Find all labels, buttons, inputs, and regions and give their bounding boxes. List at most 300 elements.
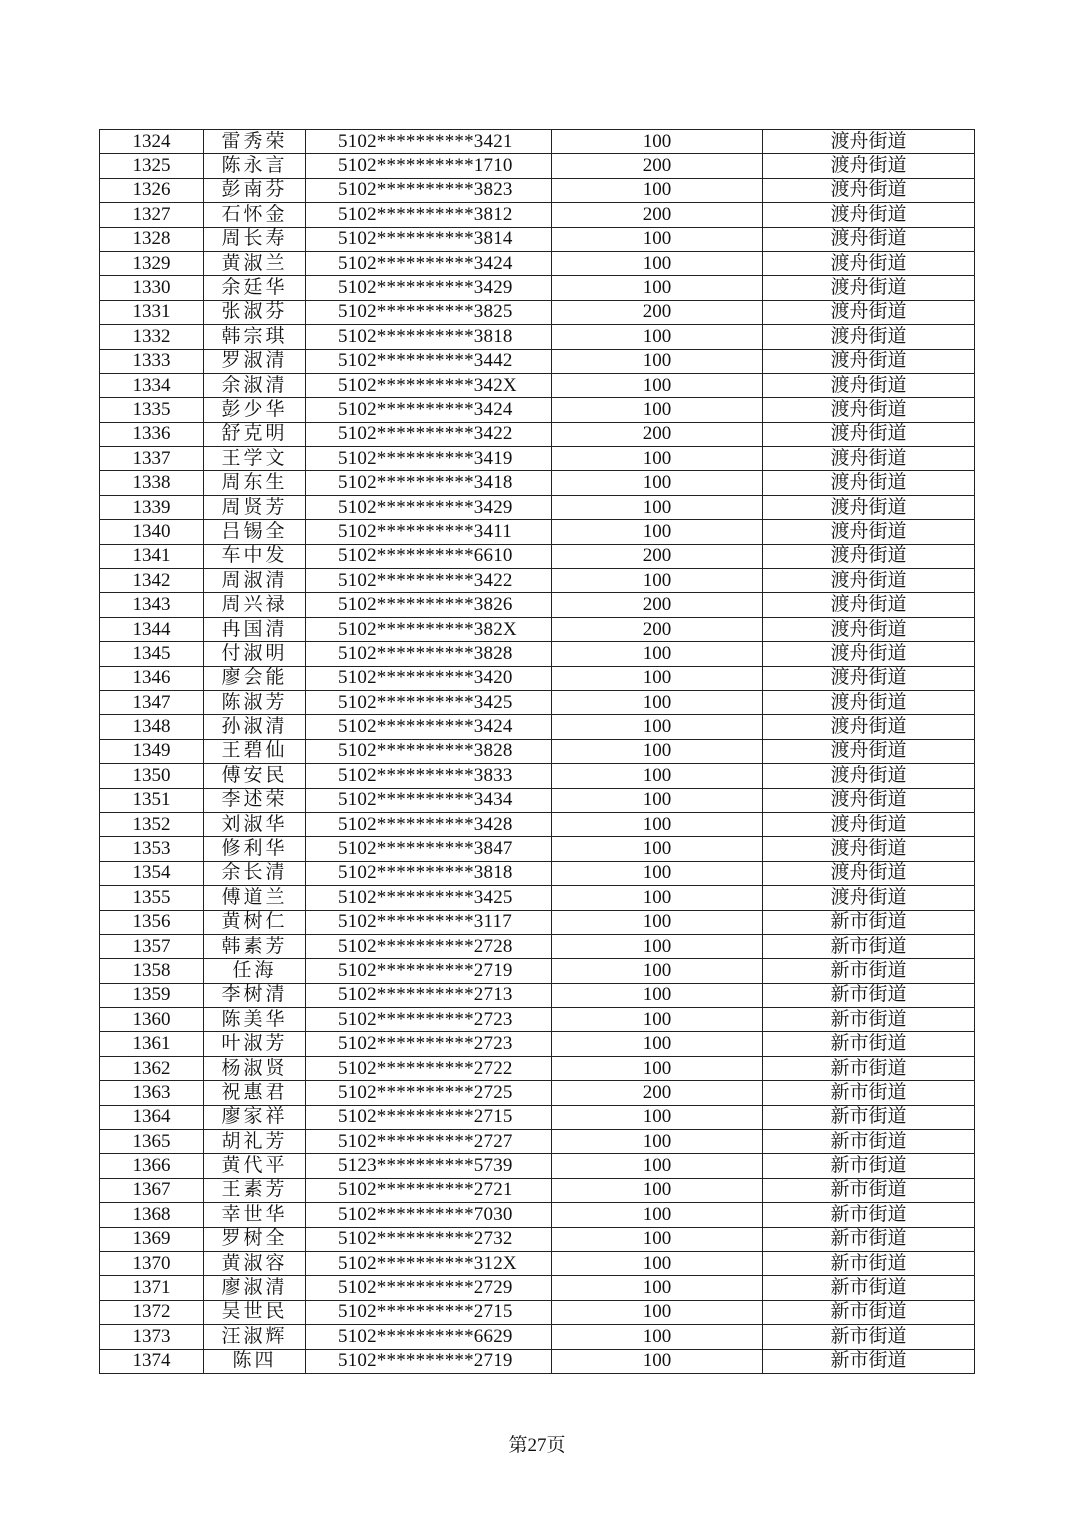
row-number-cell: 1345 bbox=[100, 642, 204, 666]
id-number-cell: 5102**********3411 bbox=[306, 520, 552, 544]
table-row bbox=[100, 812, 975, 836]
amount-cell: 100 bbox=[552, 398, 763, 422]
street-cell: 渡舟街道 bbox=[763, 398, 975, 422]
row-number-cell: 1348 bbox=[100, 715, 204, 739]
street-cell: 渡舟街道 bbox=[763, 154, 975, 178]
id-number-cell: 5102**********6610 bbox=[306, 544, 552, 568]
street-cell: 渡舟街道 bbox=[763, 642, 975, 666]
name-cell: 叶淑芳 bbox=[204, 1032, 306, 1056]
row-number-cell: 1325 bbox=[100, 154, 204, 178]
id-number-cell: 5102**********2723 bbox=[306, 1008, 552, 1032]
id-number-cell: 5123**********5739 bbox=[306, 1154, 552, 1178]
table-row bbox=[100, 1178, 975, 1202]
name-cell: 周长寿 bbox=[204, 227, 306, 251]
amount-cell: 100 bbox=[552, 1105, 763, 1129]
amount-cell: 100 bbox=[552, 1300, 763, 1324]
id-number-cell: 5102**********3828 bbox=[306, 642, 552, 666]
id-number-cell: 5102**********3419 bbox=[306, 447, 552, 471]
amount-cell: 100 bbox=[552, 520, 763, 544]
row-number-cell: 1363 bbox=[100, 1081, 204, 1105]
table-row bbox=[100, 1105, 975, 1129]
table-row bbox=[100, 788, 975, 812]
row-number-cell: 1335 bbox=[100, 398, 204, 422]
id-number-cell: 5102**********3424 bbox=[306, 251, 552, 275]
id-number-cell: 5102**********3434 bbox=[306, 788, 552, 812]
row-number-cell: 1330 bbox=[100, 276, 204, 300]
street-cell: 新市街道 bbox=[763, 1325, 975, 1349]
street-cell: 渡舟街道 bbox=[763, 325, 975, 349]
name-cell: 韩宗琪 bbox=[204, 325, 306, 349]
amount-cell: 200 bbox=[552, 617, 763, 641]
name-cell: 吴世民 bbox=[204, 1300, 306, 1324]
amount-cell: 100 bbox=[552, 934, 763, 958]
amount-cell: 100 bbox=[552, 642, 763, 666]
amount-cell: 200 bbox=[552, 422, 763, 446]
id-number-cell: 5102**********2722 bbox=[306, 1056, 552, 1080]
name-cell: 罗树全 bbox=[204, 1227, 306, 1251]
name-cell: 张淑芬 bbox=[204, 300, 306, 324]
data-table bbox=[99, 129, 975, 1374]
id-number-cell: 5102**********3420 bbox=[306, 666, 552, 690]
street-cell: 新市街道 bbox=[763, 1081, 975, 1105]
street-cell: 新市街道 bbox=[763, 1056, 975, 1080]
table-row bbox=[100, 1056, 975, 1080]
table-row bbox=[100, 447, 975, 471]
amount-cell: 100 bbox=[552, 130, 763, 154]
table-row bbox=[100, 544, 975, 568]
table-row bbox=[100, 617, 975, 641]
id-number-cell: 5102**********3425 bbox=[306, 690, 552, 714]
amount-cell: 100 bbox=[552, 959, 763, 983]
table-row bbox=[100, 203, 975, 227]
street-cell: 渡舟街道 bbox=[763, 276, 975, 300]
row-number-cell: 1373 bbox=[100, 1325, 204, 1349]
amount-cell: 100 bbox=[552, 690, 763, 714]
row-number-cell: 1374 bbox=[100, 1349, 204, 1373]
table-row bbox=[100, 130, 975, 154]
street-cell: 渡舟街道 bbox=[763, 251, 975, 275]
name-cell: 罗淑清 bbox=[204, 349, 306, 373]
id-number-cell: 5102**********2732 bbox=[306, 1227, 552, 1251]
id-number-cell: 5102**********342X bbox=[306, 373, 552, 397]
street-cell: 渡舟街道 bbox=[763, 203, 975, 227]
row-number-cell: 1333 bbox=[100, 349, 204, 373]
id-number-cell: 5102**********7030 bbox=[306, 1203, 552, 1227]
id-number-cell: 5102**********2729 bbox=[306, 1276, 552, 1300]
street-cell: 新市街道 bbox=[763, 1105, 975, 1129]
row-number-cell: 1342 bbox=[100, 569, 204, 593]
street-cell: 新市街道 bbox=[763, 1130, 975, 1154]
table-row bbox=[100, 690, 975, 714]
id-number-cell: 5102**********3825 bbox=[306, 300, 552, 324]
street-cell: 渡舟街道 bbox=[763, 690, 975, 714]
id-number-cell: 5102**********2719 bbox=[306, 1349, 552, 1373]
table-row bbox=[100, 1349, 975, 1373]
amount-cell: 100 bbox=[552, 495, 763, 519]
street-cell: 新市街道 bbox=[763, 1276, 975, 1300]
amount-cell: 100 bbox=[552, 1203, 763, 1227]
name-cell: 周淑清 bbox=[204, 569, 306, 593]
amount-cell: 200 bbox=[552, 544, 763, 568]
name-cell: 陈美华 bbox=[204, 1008, 306, 1032]
amount-cell: 100 bbox=[552, 251, 763, 275]
table-row bbox=[100, 764, 975, 788]
table-row bbox=[100, 1325, 975, 1349]
row-number-cell: 1328 bbox=[100, 227, 204, 251]
id-number-cell: 5102**********3429 bbox=[306, 495, 552, 519]
street-cell: 渡舟街道 bbox=[763, 593, 975, 617]
name-cell: 韩素芳 bbox=[204, 934, 306, 958]
name-cell: 陈永言 bbox=[204, 154, 306, 178]
street-cell: 渡舟街道 bbox=[763, 349, 975, 373]
id-number-cell: 5102**********1710 bbox=[306, 154, 552, 178]
row-number-cell: 1336 bbox=[100, 422, 204, 446]
street-cell: 渡舟街道 bbox=[763, 227, 975, 251]
amount-cell: 100 bbox=[552, 715, 763, 739]
row-number-cell: 1334 bbox=[100, 373, 204, 397]
table-row bbox=[100, 471, 975, 495]
row-number-cell: 1343 bbox=[100, 593, 204, 617]
amount-cell: 200 bbox=[552, 203, 763, 227]
table-row bbox=[100, 861, 975, 885]
street-cell: 渡舟街道 bbox=[763, 788, 975, 812]
amount-cell: 200 bbox=[552, 300, 763, 324]
id-number-cell: 5102**********3833 bbox=[306, 764, 552, 788]
street-cell: 渡舟街道 bbox=[763, 544, 975, 568]
street-cell: 新市街道 bbox=[763, 1349, 975, 1373]
table-row bbox=[100, 934, 975, 958]
table-row bbox=[100, 1032, 975, 1056]
table-row bbox=[100, 1203, 975, 1227]
id-number-cell: 5102**********3814 bbox=[306, 227, 552, 251]
id-number-cell: 5102**********3424 bbox=[306, 398, 552, 422]
street-cell: 新市街道 bbox=[763, 1178, 975, 1202]
street-cell: 渡舟街道 bbox=[763, 178, 975, 202]
name-cell: 王学文 bbox=[204, 447, 306, 471]
name-cell: 彭南芬 bbox=[204, 178, 306, 202]
street-cell: 渡舟街道 bbox=[763, 495, 975, 519]
name-cell: 周贤芳 bbox=[204, 495, 306, 519]
id-number-cell: 5102**********2713 bbox=[306, 983, 552, 1007]
name-cell: 陈淑芳 bbox=[204, 690, 306, 714]
id-number-cell: 5102**********3117 bbox=[306, 910, 552, 934]
name-cell: 任海 bbox=[204, 959, 306, 983]
row-number-cell: 1371 bbox=[100, 1276, 204, 1300]
id-number-cell: 5102**********3828 bbox=[306, 739, 552, 763]
row-number-cell: 1359 bbox=[100, 983, 204, 1007]
name-cell: 廖会能 bbox=[204, 666, 306, 690]
amount-cell: 100 bbox=[552, 837, 763, 861]
street-cell: 新市街道 bbox=[763, 959, 975, 983]
id-number-cell: 5102**********3818 bbox=[306, 861, 552, 885]
row-number-cell: 1326 bbox=[100, 178, 204, 202]
name-cell: 傅道兰 bbox=[204, 886, 306, 910]
street-cell: 渡舟街道 bbox=[763, 812, 975, 836]
name-cell: 修利华 bbox=[204, 837, 306, 861]
row-number-cell: 1360 bbox=[100, 1008, 204, 1032]
row-number-cell: 1364 bbox=[100, 1105, 204, 1129]
row-number-cell: 1329 bbox=[100, 251, 204, 275]
table-row bbox=[100, 300, 975, 324]
name-cell: 李述荣 bbox=[204, 788, 306, 812]
table-row bbox=[100, 569, 975, 593]
table-row bbox=[100, 1008, 975, 1032]
amount-cell: 100 bbox=[552, 373, 763, 397]
amount-cell: 200 bbox=[552, 154, 763, 178]
amount-cell: 100 bbox=[552, 569, 763, 593]
amount-cell: 100 bbox=[552, 1178, 763, 1202]
row-number-cell: 1350 bbox=[100, 764, 204, 788]
name-cell: 车中发 bbox=[204, 544, 306, 568]
row-number-cell: 1355 bbox=[100, 886, 204, 910]
table-row bbox=[100, 959, 975, 983]
amount-cell: 200 bbox=[552, 593, 763, 617]
street-cell: 渡舟街道 bbox=[763, 520, 975, 544]
name-cell: 汪淑辉 bbox=[204, 1325, 306, 1349]
table-row bbox=[100, 1251, 975, 1275]
row-number-cell: 1324 bbox=[100, 130, 204, 154]
street-cell: 新市街道 bbox=[763, 1203, 975, 1227]
row-number-cell: 1346 bbox=[100, 666, 204, 690]
name-cell: 廖淑清 bbox=[204, 1276, 306, 1300]
street-cell: 渡舟街道 bbox=[763, 739, 975, 763]
name-cell: 石怀金 bbox=[204, 203, 306, 227]
id-number-cell: 5102**********3421 bbox=[306, 130, 552, 154]
street-cell: 渡舟街道 bbox=[763, 447, 975, 471]
row-number-cell: 1339 bbox=[100, 495, 204, 519]
street-cell: 新市街道 bbox=[763, 1032, 975, 1056]
id-number-cell: 5102**********3424 bbox=[306, 715, 552, 739]
table-row bbox=[100, 715, 975, 739]
row-number-cell: 1367 bbox=[100, 1178, 204, 1202]
name-cell: 彭少华 bbox=[204, 398, 306, 422]
street-cell: 新市街道 bbox=[763, 1251, 975, 1275]
street-cell: 渡舟街道 bbox=[763, 837, 975, 861]
id-number-cell: 5102**********3847 bbox=[306, 837, 552, 861]
amount-cell: 100 bbox=[552, 1276, 763, 1300]
amount-cell: 100 bbox=[552, 447, 763, 471]
id-number-cell: 5102**********3422 bbox=[306, 569, 552, 593]
street-cell: 渡舟街道 bbox=[763, 471, 975, 495]
id-number-cell: 5102**********3418 bbox=[306, 471, 552, 495]
name-cell: 周兴禄 bbox=[204, 593, 306, 617]
table-row bbox=[100, 422, 975, 446]
row-number-cell: 1337 bbox=[100, 447, 204, 471]
street-cell: 新市街道 bbox=[763, 1300, 975, 1324]
name-cell: 舒克明 bbox=[204, 422, 306, 446]
table-row bbox=[100, 837, 975, 861]
row-number-cell: 1368 bbox=[100, 1203, 204, 1227]
id-number-cell: 5102**********3818 bbox=[306, 325, 552, 349]
street-cell: 渡舟街道 bbox=[763, 861, 975, 885]
name-cell: 幸世华 bbox=[204, 1203, 306, 1227]
table-row bbox=[100, 227, 975, 251]
street-cell: 渡舟街道 bbox=[763, 764, 975, 788]
table-row bbox=[100, 886, 975, 910]
amount-cell: 100 bbox=[552, 861, 763, 885]
amount-cell: 100 bbox=[552, 666, 763, 690]
street-cell: 渡舟街道 bbox=[763, 373, 975, 397]
row-number-cell: 1362 bbox=[100, 1056, 204, 1080]
name-cell: 黄淑兰 bbox=[204, 251, 306, 275]
id-number-cell: 5102**********2721 bbox=[306, 1178, 552, 1202]
name-cell: 孙淑清 bbox=[204, 715, 306, 739]
name-cell: 余长清 bbox=[204, 861, 306, 885]
amount-cell: 100 bbox=[552, 1154, 763, 1178]
id-number-cell: 5102**********2728 bbox=[306, 934, 552, 958]
name-cell: 雷秀荣 bbox=[204, 130, 306, 154]
name-cell: 余廷华 bbox=[204, 276, 306, 300]
amount-cell: 100 bbox=[552, 1227, 763, 1251]
id-number-cell: 5102**********3425 bbox=[306, 886, 552, 910]
id-number-cell: 5102**********3812 bbox=[306, 203, 552, 227]
row-number-cell: 1356 bbox=[100, 910, 204, 934]
name-cell: 吕锡全 bbox=[204, 520, 306, 544]
amount-cell: 100 bbox=[552, 471, 763, 495]
id-number-cell: 5102**********2725 bbox=[306, 1081, 552, 1105]
table-row bbox=[100, 349, 975, 373]
name-cell: 廖家祥 bbox=[204, 1105, 306, 1129]
table-row bbox=[100, 520, 975, 544]
street-cell: 渡舟街道 bbox=[763, 422, 975, 446]
street-cell: 新市街道 bbox=[763, 983, 975, 1007]
table-row bbox=[100, 1300, 975, 1324]
row-number-cell: 1353 bbox=[100, 837, 204, 861]
id-number-cell: 5102**********3429 bbox=[306, 276, 552, 300]
amount-cell: 100 bbox=[552, 349, 763, 373]
name-cell: 李树清 bbox=[204, 983, 306, 1007]
table-row bbox=[100, 739, 975, 763]
row-number-cell: 1361 bbox=[100, 1032, 204, 1056]
amount-cell: 100 bbox=[552, 739, 763, 763]
table-row bbox=[100, 251, 975, 275]
row-number-cell: 1358 bbox=[100, 959, 204, 983]
name-cell: 胡礼芳 bbox=[204, 1130, 306, 1154]
row-number-cell: 1341 bbox=[100, 544, 204, 568]
row-number-cell: 1354 bbox=[100, 861, 204, 885]
row-number-cell: 1357 bbox=[100, 934, 204, 958]
table-row bbox=[100, 666, 975, 690]
name-cell: 杨淑贤 bbox=[204, 1056, 306, 1080]
row-number-cell: 1351 bbox=[100, 788, 204, 812]
name-cell: 黄树仁 bbox=[204, 910, 306, 934]
table-row bbox=[100, 495, 975, 519]
table-row bbox=[100, 276, 975, 300]
amount-cell: 100 bbox=[552, 1032, 763, 1056]
row-number-cell: 1370 bbox=[100, 1251, 204, 1275]
table-row bbox=[100, 983, 975, 1007]
amount-cell: 100 bbox=[552, 1130, 763, 1154]
row-number-cell: 1344 bbox=[100, 617, 204, 641]
amount-cell: 100 bbox=[552, 178, 763, 202]
page-number: 第27页 bbox=[508, 1435, 566, 1456]
row-number-cell: 1340 bbox=[100, 520, 204, 544]
street-cell: 渡舟街道 bbox=[763, 715, 975, 739]
name-cell: 余淑清 bbox=[204, 373, 306, 397]
name-cell: 付淑明 bbox=[204, 642, 306, 666]
row-number-cell: 1332 bbox=[100, 325, 204, 349]
id-number-cell: 5102**********3823 bbox=[306, 178, 552, 202]
name-cell: 王碧仙 bbox=[204, 739, 306, 763]
table-row bbox=[100, 1227, 975, 1251]
amount-cell: 100 bbox=[552, 227, 763, 251]
street-cell: 渡舟街道 bbox=[763, 130, 975, 154]
row-number-cell: 1338 bbox=[100, 471, 204, 495]
name-cell: 傅安民 bbox=[204, 764, 306, 788]
table-row bbox=[100, 1081, 975, 1105]
table-row bbox=[100, 154, 975, 178]
name-cell: 王素芳 bbox=[204, 1178, 306, 1202]
street-cell: 新市街道 bbox=[763, 934, 975, 958]
id-number-cell: 5102**********2715 bbox=[306, 1300, 552, 1324]
row-number-cell: 1352 bbox=[100, 812, 204, 836]
id-number-cell: 5102**********3442 bbox=[306, 349, 552, 373]
amount-cell: 100 bbox=[552, 325, 763, 349]
row-number-cell: 1349 bbox=[100, 739, 204, 763]
amount-cell: 100 bbox=[552, 886, 763, 910]
amount-cell: 100 bbox=[552, 276, 763, 300]
street-cell: 新市街道 bbox=[763, 1227, 975, 1251]
street-cell: 渡舟街道 bbox=[763, 569, 975, 593]
row-number-cell: 1327 bbox=[100, 203, 204, 227]
name-cell: 祝惠君 bbox=[204, 1081, 306, 1105]
id-number-cell: 5102**********3422 bbox=[306, 422, 552, 446]
row-number-cell: 1347 bbox=[100, 690, 204, 714]
amount-cell: 100 bbox=[552, 1325, 763, 1349]
id-number-cell: 5102**********312X bbox=[306, 1251, 552, 1275]
table-row bbox=[100, 178, 975, 202]
amount-cell: 100 bbox=[552, 1056, 763, 1080]
id-number-cell: 5102**********3428 bbox=[306, 812, 552, 836]
row-number-cell: 1365 bbox=[100, 1130, 204, 1154]
name-cell: 冉国清 bbox=[204, 617, 306, 641]
amount-cell: 100 bbox=[552, 910, 763, 934]
amount-cell: 200 bbox=[552, 1081, 763, 1105]
name-cell: 周东生 bbox=[204, 471, 306, 495]
street-cell: 渡舟街道 bbox=[763, 666, 975, 690]
row-number-cell: 1369 bbox=[100, 1227, 204, 1251]
name-cell: 黄代平 bbox=[204, 1154, 306, 1178]
table-row bbox=[100, 910, 975, 934]
name-cell: 黄淑容 bbox=[204, 1251, 306, 1275]
row-number-cell: 1366 bbox=[100, 1154, 204, 1178]
row-number-cell: 1331 bbox=[100, 300, 204, 324]
street-cell: 渡舟街道 bbox=[763, 300, 975, 324]
id-number-cell: 5102**********2723 bbox=[306, 1032, 552, 1056]
table-row bbox=[100, 325, 975, 349]
name-cell: 陈四 bbox=[204, 1349, 306, 1373]
id-number-cell: 5102**********6629 bbox=[306, 1325, 552, 1349]
street-cell: 新市街道 bbox=[763, 1008, 975, 1032]
name-cell: 刘淑华 bbox=[204, 812, 306, 836]
table-body bbox=[100, 130, 975, 1374]
table-row bbox=[100, 1276, 975, 1300]
street-cell: 渡舟街道 bbox=[763, 617, 975, 641]
id-number-cell: 5102**********2715 bbox=[306, 1105, 552, 1129]
row-number-cell: 1372 bbox=[100, 1300, 204, 1324]
amount-cell: 100 bbox=[552, 1008, 763, 1032]
id-number-cell: 5102**********382X bbox=[306, 617, 552, 641]
amount-cell: 100 bbox=[552, 812, 763, 836]
amount-cell: 100 bbox=[552, 983, 763, 1007]
street-cell: 新市街道 bbox=[763, 910, 975, 934]
table-row bbox=[100, 642, 975, 666]
table-row bbox=[100, 373, 975, 397]
table-row bbox=[100, 1130, 975, 1154]
id-number-cell: 5102**********3826 bbox=[306, 593, 552, 617]
street-cell: 渡舟街道 bbox=[763, 886, 975, 910]
id-number-cell: 5102**********2727 bbox=[306, 1130, 552, 1154]
